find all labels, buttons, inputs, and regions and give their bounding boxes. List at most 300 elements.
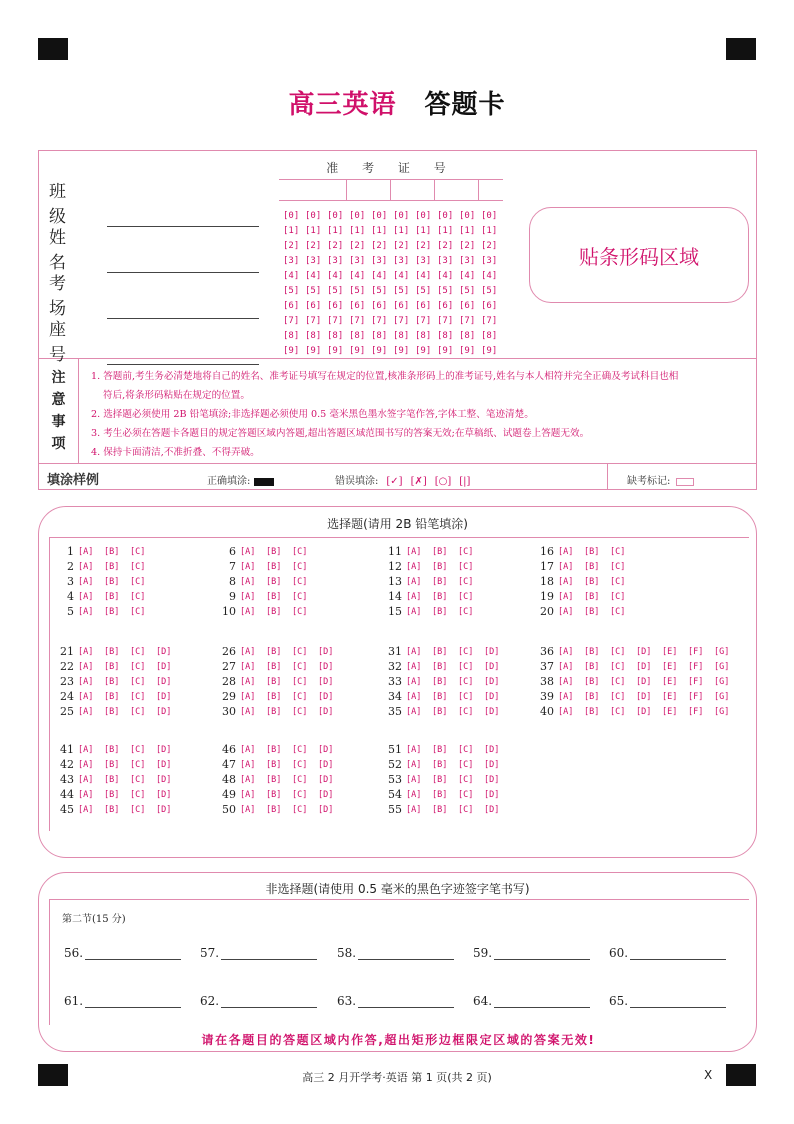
answer-bubble[interactable]: [C] <box>458 676 474 687</box>
answer-bubble[interactable]: [A] <box>558 591 574 602</box>
digit-bubble[interactable]: [0] <box>327 210 344 221</box>
digit-bubble[interactable]: [2] <box>305 240 322 251</box>
digit-bubble[interactable]: [1] <box>459 225 476 236</box>
digit-bubble[interactable]: [2] <box>481 240 498 251</box>
digit-bubble[interactable]: [6] <box>459 300 476 311</box>
answer-bubble[interactable]: [C] <box>130 546 146 557</box>
answer-bubble[interactable]: [B] <box>432 561 448 572</box>
digit-bubble[interactable]: [9] <box>349 345 366 356</box>
exam-number-bubbles[interactable] <box>283 208 503 358</box>
answer-bubble[interactable]: [C] <box>130 606 146 617</box>
answer-bubble[interactable]: [A] <box>78 759 94 770</box>
digit-bubble[interactable]: [7] <box>437 315 454 326</box>
digit-bubble[interactable]: [3] <box>327 255 344 266</box>
answer-bubble[interactable]: [A] <box>240 606 256 617</box>
answer-bubble[interactable]: [A] <box>78 661 94 672</box>
answer-bubble[interactable]: [B] <box>432 606 448 617</box>
answer-bubble[interactable]: [A] <box>558 646 574 657</box>
answer-bubble[interactable]: [D] <box>318 661 334 672</box>
answer-bubble[interactable]: [C] <box>130 706 146 717</box>
digit-bubble[interactable]: [7] <box>283 315 300 326</box>
digit-bubble[interactable]: [9] <box>437 345 454 356</box>
answer-bubble[interactable]: [C] <box>610 676 626 687</box>
answer-bubble[interactable]: [B] <box>432 759 448 770</box>
answer-bubble[interactable]: [B] <box>584 661 600 672</box>
digit-bubble[interactable]: [5] <box>459 285 476 296</box>
answer-bubble[interactable]: [C] <box>130 744 146 755</box>
digit-bubble[interactable]: [4] <box>305 270 322 281</box>
answer-bubble[interactable]: [D] <box>318 744 334 755</box>
answer-bubble[interactable]: [A] <box>406 546 422 557</box>
blank-line[interactable] <box>85 946 181 960</box>
answer-bubble[interactable]: [A] <box>240 661 256 672</box>
digit-bubble[interactable]: [5] <box>415 285 432 296</box>
digit-bubble[interactable]: [6] <box>305 300 322 311</box>
answer-bubble[interactable]: [A] <box>240 676 256 687</box>
answer-bubble[interactable]: [F] <box>688 661 704 672</box>
answer-bubble[interactable]: [A] <box>78 591 94 602</box>
answer-bubble[interactable]: [C] <box>292 546 308 557</box>
answer-bubble[interactable]: [F] <box>688 676 704 687</box>
answer-bubble[interactable]: [B] <box>584 646 600 657</box>
answer-bubble[interactable]: [A] <box>406 774 422 785</box>
answer-bubble[interactable]: [E] <box>662 676 678 687</box>
digit-bubble[interactable]: [2] <box>327 240 344 251</box>
answer-bubble[interactable]: [D] <box>484 661 500 672</box>
answer-bubble[interactable]: [A] <box>78 804 94 815</box>
exam-number-cells[interactable] <box>279 179 503 201</box>
answer-bubble[interactable]: [B] <box>584 606 600 617</box>
answer-bubble[interactable]: [B] <box>432 676 448 687</box>
digit-bubble[interactable]: [4] <box>481 270 498 281</box>
digit-bubble[interactable]: [5] <box>437 285 454 296</box>
digit-bubble[interactable]: [3] <box>459 255 476 266</box>
digit-bubble[interactable]: [7] <box>371 315 388 326</box>
digit-bubble[interactable]: [4] <box>459 270 476 281</box>
digit-bubble[interactable]: [0] <box>305 210 322 221</box>
blank-line[interactable] <box>494 994 590 1008</box>
answer-bubble[interactable]: [D] <box>484 774 500 785</box>
seat-field[interactable] <box>107 347 259 365</box>
answer-bubble[interactable]: [A] <box>240 691 256 702</box>
answer-bubble[interactable]: [A] <box>240 646 256 657</box>
answer-bubble[interactable]: [A] <box>406 691 422 702</box>
answer-bubble[interactable]: [C] <box>292 676 308 687</box>
digit-bubble[interactable]: [0] <box>349 210 366 221</box>
digit-bubble[interactable]: [4] <box>393 270 410 281</box>
answer-bubble[interactable]: [C] <box>610 706 626 717</box>
answer-bubble[interactable]: [D] <box>484 706 500 717</box>
digit-bubble[interactable]: [2] <box>459 240 476 251</box>
answer-bubble[interactable]: [A] <box>240 546 256 557</box>
digit-bubble[interactable]: [1] <box>415 225 432 236</box>
answer-bubble[interactable]: [C] <box>458 774 474 785</box>
digit-bubble[interactable]: [0] <box>283 210 300 221</box>
answer-bubble[interactable]: [C] <box>130 646 146 657</box>
digit-bubble[interactable]: [0] <box>393 210 410 221</box>
answer-bubble[interactable]: [E] <box>662 706 678 717</box>
answer-bubble[interactable]: [D] <box>484 789 500 800</box>
answer-bubble[interactable]: [B] <box>104 606 120 617</box>
digit-bubble[interactable]: [3] <box>283 255 300 266</box>
digit-bubble[interactable]: [7] <box>349 315 366 326</box>
blank-line[interactable] <box>630 994 726 1008</box>
answer-bubble[interactable]: [D] <box>156 691 172 702</box>
answer-bubble[interactable]: [G] <box>714 676 730 687</box>
answer-bubble[interactable]: [C] <box>458 576 474 587</box>
digit-bubble[interactable]: [6] <box>283 300 300 311</box>
digit-bubble[interactable]: [3] <box>415 255 432 266</box>
answer-bubble[interactable]: [D] <box>156 804 172 815</box>
answer-bubble[interactable]: [B] <box>266 676 282 687</box>
answer-bubble[interactable]: [B] <box>432 804 448 815</box>
answer-bubble[interactable]: [C] <box>292 591 308 602</box>
answer-bubble[interactable]: [A] <box>558 706 574 717</box>
answer-bubble[interactable]: [B] <box>104 804 120 815</box>
answer-bubble[interactable]: [B] <box>104 774 120 785</box>
answer-bubble[interactable]: [D] <box>484 646 500 657</box>
digit-bubble[interactable]: [0] <box>415 210 432 221</box>
digit-bubble[interactable]: [9] <box>283 345 300 356</box>
answer-bubble[interactable]: [B] <box>104 591 120 602</box>
answer-bubble[interactable]: [F] <box>688 706 704 717</box>
digit-bubble[interactable]: [6] <box>371 300 388 311</box>
answer-bubble[interactable]: [B] <box>584 546 600 557</box>
answer-bubble[interactable]: [B] <box>584 591 600 602</box>
answer-bubble[interactable]: [B] <box>266 774 282 785</box>
answer-bubble[interactable]: [E] <box>662 661 678 672</box>
blank-line[interactable] <box>494 946 590 960</box>
digit-bubble[interactable]: [6] <box>349 300 366 311</box>
answer-bubble[interactable]: [C] <box>292 606 308 617</box>
answer-bubble[interactable]: [D] <box>484 804 500 815</box>
answer-bubble[interactable]: [D] <box>484 676 500 687</box>
answer-bubble[interactable]: [A] <box>240 561 256 572</box>
answer-bubble[interactable]: [D] <box>156 759 172 770</box>
answer-bubble[interactable]: [A] <box>78 606 94 617</box>
answer-bubble[interactable]: [C] <box>130 591 146 602</box>
digit-bubble[interactable]: [8] <box>305 330 322 341</box>
digit-bubble[interactable]: [1] <box>305 225 322 236</box>
answer-bubble[interactable]: [F] <box>688 691 704 702</box>
answer-bubble[interactable]: [G] <box>714 691 730 702</box>
answer-bubble[interactable]: [D] <box>484 691 500 702</box>
answer-bubble[interactable]: [A] <box>406 789 422 800</box>
answer-bubble[interactable]: [C] <box>292 706 308 717</box>
answer-bubble[interactable]: [C] <box>610 661 626 672</box>
answer-bubble[interactable]: [B] <box>432 774 448 785</box>
answer-bubble[interactable]: [C] <box>292 661 308 672</box>
answer-bubble[interactable]: [D] <box>318 804 334 815</box>
answer-bubble[interactable]: [A] <box>78 561 94 572</box>
answer-bubble[interactable]: [E] <box>662 646 678 657</box>
answer-bubble[interactable]: [B] <box>104 706 120 717</box>
answer-bubble[interactable]: [A] <box>240 789 256 800</box>
digit-bubble[interactable]: [2] <box>393 240 410 251</box>
answer-bubble[interactable]: [A] <box>78 774 94 785</box>
digit-bubble[interactable]: [8] <box>481 330 498 341</box>
answer-bubble[interactable]: [B] <box>266 576 282 587</box>
blank-line[interactable] <box>221 994 317 1008</box>
answer-bubble[interactable]: [A] <box>558 661 574 672</box>
answer-bubble[interactable]: [B] <box>266 646 282 657</box>
answer-bubble[interactable]: [C] <box>292 561 308 572</box>
answer-bubble[interactable]: [A] <box>406 706 422 717</box>
answer-bubble[interactable]: [D] <box>156 744 172 755</box>
answer-bubble[interactable]: [C] <box>292 789 308 800</box>
answer-bubble[interactable]: [C] <box>130 759 146 770</box>
answer-bubble[interactable]: [C] <box>130 561 146 572</box>
answer-bubble[interactable]: [C] <box>458 744 474 755</box>
answer-bubble[interactable]: [G] <box>714 661 730 672</box>
answer-bubble[interactable]: [C] <box>610 646 626 657</box>
digit-bubble[interactable]: [4] <box>327 270 344 281</box>
digit-bubble[interactable]: [6] <box>393 300 410 311</box>
digit-bubble[interactable]: [8] <box>371 330 388 341</box>
digit-bubble[interactable]: [7] <box>415 315 432 326</box>
digit-bubble[interactable]: [1] <box>393 225 410 236</box>
answer-bubble[interactable]: [C] <box>130 661 146 672</box>
answer-bubble[interactable]: [C] <box>610 561 626 572</box>
digit-bubble[interactable]: [8] <box>349 330 366 341</box>
answer-bubble[interactable]: [B] <box>266 706 282 717</box>
answer-bubble[interactable]: [A] <box>406 646 422 657</box>
answer-bubble[interactable]: [B] <box>266 789 282 800</box>
answer-bubble[interactable]: [D] <box>636 661 652 672</box>
answer-bubble[interactable]: [B] <box>104 744 120 755</box>
digit-bubble[interactable]: [4] <box>371 270 388 281</box>
digit-bubble[interactable]: [5] <box>371 285 388 296</box>
digit-bubble[interactable]: [8] <box>327 330 344 341</box>
answer-bubble[interactable]: [C] <box>292 804 308 815</box>
digit-bubble[interactable]: [4] <box>415 270 432 281</box>
answer-bubble[interactable]: [A] <box>406 606 422 617</box>
digit-bubble[interactable]: [4] <box>283 270 300 281</box>
answer-bubble[interactable]: [D] <box>636 706 652 717</box>
answer-bubble[interactable]: [B] <box>266 691 282 702</box>
digit-bubble[interactable]: [3] <box>393 255 410 266</box>
answer-bubble[interactable]: [C] <box>292 691 308 702</box>
digit-bubble[interactable]: [5] <box>393 285 410 296</box>
digit-bubble[interactable]: [8] <box>393 330 410 341</box>
answer-bubble[interactable]: [E] <box>662 691 678 702</box>
answer-bubble[interactable]: [C] <box>458 606 474 617</box>
answer-bubble[interactable]: [A] <box>558 561 574 572</box>
digit-bubble[interactable]: [7] <box>459 315 476 326</box>
answer-bubble[interactable]: [D] <box>318 646 334 657</box>
answer-bubble[interactable]: [A] <box>406 676 422 687</box>
answer-bubble[interactable]: [D] <box>156 661 172 672</box>
answer-bubble[interactable]: [A] <box>406 561 422 572</box>
answer-bubble[interactable]: [C] <box>458 546 474 557</box>
digit-bubble[interactable]: [8] <box>437 330 454 341</box>
answer-bubble[interactable]: [C] <box>458 759 474 770</box>
answer-bubble[interactable]: [A] <box>240 576 256 587</box>
answer-bubble[interactable]: [A] <box>406 744 422 755</box>
answer-bubble[interactable]: [C] <box>458 561 474 572</box>
answer-bubble[interactable]: [F] <box>688 646 704 657</box>
answer-bubble[interactable]: [C] <box>292 759 308 770</box>
answer-bubble[interactable]: [B] <box>266 661 282 672</box>
answer-bubble[interactable]: [C] <box>458 691 474 702</box>
answer-bubble[interactable]: [A] <box>406 759 422 770</box>
digit-bubble[interactable]: [3] <box>305 255 322 266</box>
answer-bubble[interactable]: [C] <box>130 774 146 785</box>
answer-bubble[interactable]: [D] <box>318 676 334 687</box>
answer-bubble[interactable]: [A] <box>558 606 574 617</box>
digit-bubble[interactable]: [9] <box>415 345 432 356</box>
answer-bubble[interactable]: [C] <box>130 804 146 815</box>
answer-bubble[interactable]: [D] <box>318 774 334 785</box>
digit-bubble[interactable]: [1] <box>481 225 498 236</box>
answer-bubble[interactable]: [C] <box>458 706 474 717</box>
answer-bubble[interactable]: [C] <box>610 691 626 702</box>
digit-bubble[interactable]: [0] <box>481 210 498 221</box>
answer-bubble[interactable]: [C] <box>130 691 146 702</box>
digit-bubble[interactable]: [6] <box>437 300 454 311</box>
answer-bubble[interactable]: [A] <box>78 744 94 755</box>
answer-bubble[interactable]: [A] <box>406 804 422 815</box>
blank-line[interactable] <box>358 946 454 960</box>
blank-line[interactable] <box>85 994 181 1008</box>
answer-bubble[interactable]: [B] <box>432 661 448 672</box>
answer-bubble[interactable]: [B] <box>104 576 120 587</box>
answer-bubble[interactable]: [A] <box>240 744 256 755</box>
blank-line[interactable] <box>221 946 317 960</box>
answer-bubble[interactable]: [B] <box>432 591 448 602</box>
answer-bubble[interactable]: [B] <box>432 691 448 702</box>
digit-bubble[interactable]: [4] <box>349 270 366 281</box>
answer-bubble[interactable]: [C] <box>458 591 474 602</box>
digit-bubble[interactable]: [5] <box>305 285 322 296</box>
answer-bubble[interactable]: [D] <box>318 759 334 770</box>
answer-bubble[interactable]: [B] <box>266 591 282 602</box>
answer-bubble[interactable]: [B] <box>584 676 600 687</box>
answer-bubble[interactable]: [B] <box>266 804 282 815</box>
digit-bubble[interactable]: [9] <box>459 345 476 356</box>
digit-bubble[interactable]: [3] <box>349 255 366 266</box>
digit-bubble[interactable]: [1] <box>349 225 366 236</box>
digit-bubble[interactable]: [1] <box>283 225 300 236</box>
digit-bubble[interactable]: [8] <box>283 330 300 341</box>
answer-bubble[interactable]: [B] <box>104 676 120 687</box>
answer-bubble[interactable]: [A] <box>406 591 422 602</box>
answer-bubble[interactable]: [B] <box>104 546 120 557</box>
digit-bubble[interactable]: [8] <box>415 330 432 341</box>
answer-bubble[interactable]: [G] <box>714 646 730 657</box>
answer-bubble[interactable]: [D] <box>156 789 172 800</box>
answer-bubble[interactable]: [D] <box>484 759 500 770</box>
answer-bubble[interactable]: [A] <box>406 576 422 587</box>
answer-bubble[interactable]: [B] <box>104 661 120 672</box>
answer-bubble[interactable]: [A] <box>558 546 574 557</box>
digit-bubble[interactable]: [2] <box>371 240 388 251</box>
answer-bubble[interactable]: [A] <box>240 804 256 815</box>
digit-bubble[interactable]: [2] <box>437 240 454 251</box>
digit-bubble[interactable]: [9] <box>371 345 388 356</box>
answer-bubble[interactable]: [D] <box>636 646 652 657</box>
answer-bubble[interactable]: [A] <box>240 774 256 785</box>
answer-bubble[interactable]: [A] <box>240 759 256 770</box>
answer-bubble[interactable]: [G] <box>714 706 730 717</box>
answer-bubble[interactable]: [C] <box>458 804 474 815</box>
answer-bubble[interactable]: [D] <box>156 706 172 717</box>
answer-bubble[interactable]: [A] <box>78 676 94 687</box>
answer-bubble[interactable]: [C] <box>610 591 626 602</box>
answer-bubble[interactable]: [B] <box>432 646 448 657</box>
answer-bubble[interactable]: [D] <box>318 789 334 800</box>
digit-bubble[interactable]: [0] <box>371 210 388 221</box>
digit-bubble[interactable]: [5] <box>481 285 498 296</box>
digit-bubble[interactable]: [5] <box>327 285 344 296</box>
digit-bubble[interactable]: [7] <box>481 315 498 326</box>
digit-bubble[interactable]: [1] <box>437 225 454 236</box>
answer-bubble[interactable]: [A] <box>78 789 94 800</box>
answer-bubble[interactable]: [C] <box>458 646 474 657</box>
answer-bubble[interactable]: [D] <box>636 691 652 702</box>
digit-bubble[interactable]: [1] <box>371 225 388 236</box>
digit-bubble[interactable]: [2] <box>415 240 432 251</box>
answer-bubble[interactable]: [D] <box>318 706 334 717</box>
answer-bubble[interactable]: [A] <box>558 576 574 587</box>
answer-bubble[interactable]: [C] <box>130 676 146 687</box>
answer-bubble[interactable]: [B] <box>266 546 282 557</box>
answer-bubble[interactable]: [C] <box>610 606 626 617</box>
answer-bubble[interactable]: [B] <box>104 691 120 702</box>
digit-bubble[interactable]: [0] <box>437 210 454 221</box>
answer-bubble[interactable]: [A] <box>78 546 94 557</box>
answer-bubble[interactable]: [B] <box>584 691 600 702</box>
answer-bubble[interactable]: [C] <box>610 546 626 557</box>
answer-bubble[interactable]: [B] <box>104 561 120 572</box>
blank-line[interactable] <box>630 946 726 960</box>
answer-bubble[interactable]: [B] <box>266 606 282 617</box>
answer-bubble[interactable]: [B] <box>432 546 448 557</box>
digit-bubble[interactable]: [3] <box>437 255 454 266</box>
answer-bubble[interactable]: [C] <box>130 789 146 800</box>
answer-bubble[interactable]: [B] <box>104 759 120 770</box>
answer-bubble[interactable]: [C] <box>292 744 308 755</box>
answer-bubble[interactable]: [D] <box>156 646 172 657</box>
answer-bubble[interactable]: [A] <box>78 576 94 587</box>
digit-bubble[interactable]: [6] <box>415 300 432 311</box>
answer-bubble[interactable]: [B] <box>266 744 282 755</box>
answer-bubble[interactable]: [B] <box>266 561 282 572</box>
answer-bubble[interactable]: [C] <box>292 646 308 657</box>
digit-bubble[interactable]: [7] <box>305 315 322 326</box>
answer-bubble[interactable]: [A] <box>558 691 574 702</box>
answer-bubble[interactable]: [C] <box>610 576 626 587</box>
digit-bubble[interactable]: [5] <box>283 285 300 296</box>
answer-bubble[interactable]: [D] <box>318 691 334 702</box>
answer-bubble[interactable]: [D] <box>156 676 172 687</box>
digit-bubble[interactable]: [6] <box>481 300 498 311</box>
answer-bubble[interactable]: [B] <box>432 744 448 755</box>
answer-bubble[interactable]: [B] <box>584 706 600 717</box>
digit-bubble[interactable]: [1] <box>327 225 344 236</box>
answer-bubble[interactable]: [D] <box>484 744 500 755</box>
answer-bubble[interactable]: [B] <box>104 646 120 657</box>
digit-bubble[interactable]: [9] <box>305 345 322 356</box>
digit-bubble[interactable]: [0] <box>459 210 476 221</box>
blank-line[interactable] <box>358 994 454 1008</box>
digit-bubble[interactable]: [7] <box>327 315 344 326</box>
digit-bubble[interactable]: [3] <box>371 255 388 266</box>
answer-bubble[interactable]: [B] <box>584 576 600 587</box>
answer-bubble[interactable]: [C] <box>130 576 146 587</box>
answer-bubble[interactable]: [A] <box>78 646 94 657</box>
digit-bubble[interactable]: [9] <box>327 345 344 356</box>
